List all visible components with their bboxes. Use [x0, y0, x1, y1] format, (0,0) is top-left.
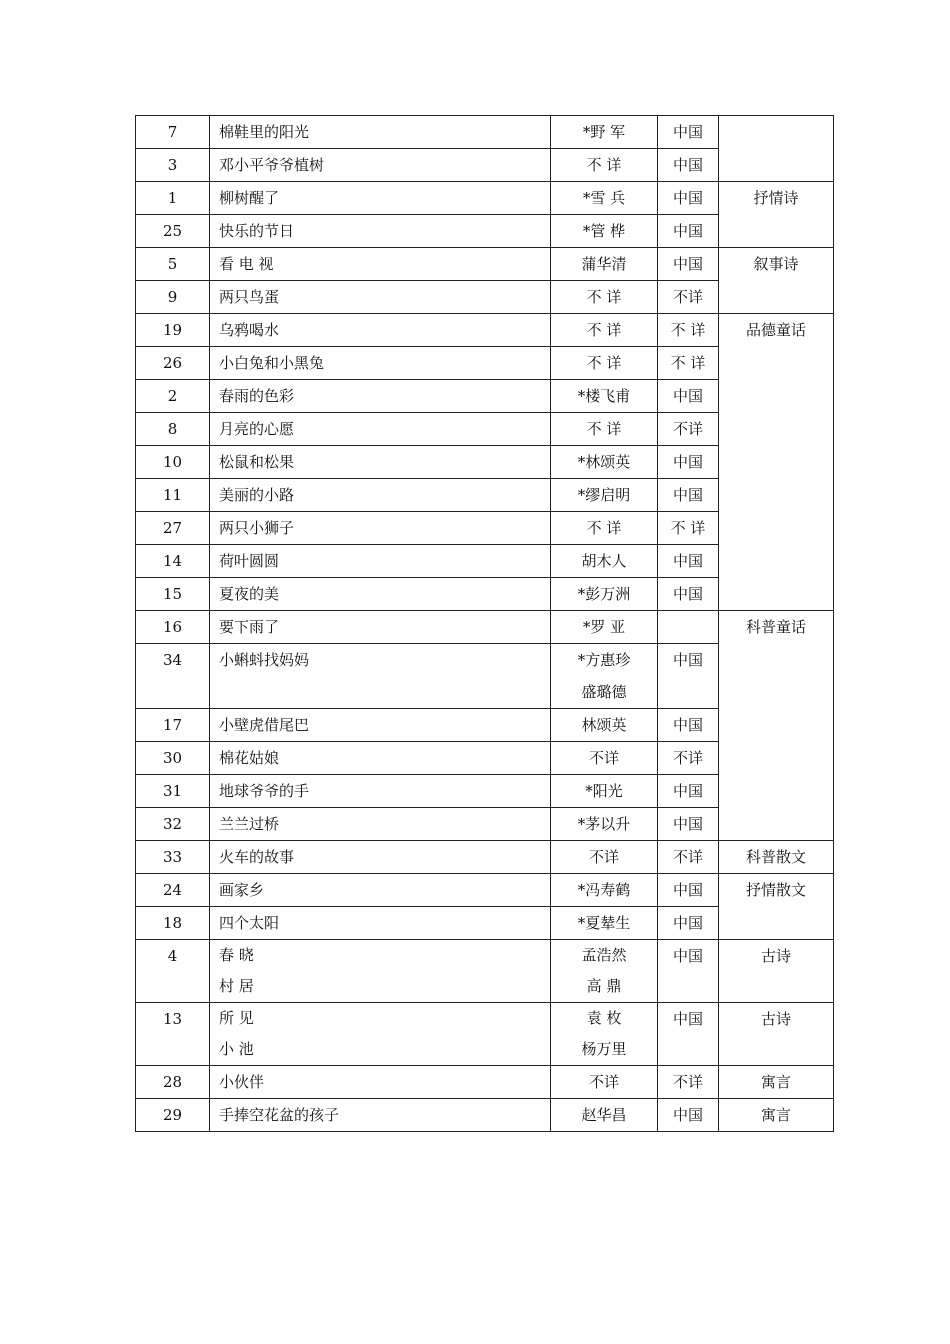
lesson-number: 4	[136, 940, 210, 1003]
author-line: 孟浩然	[581, 946, 627, 964]
lesson-title: 四个太阳	[210, 907, 551, 940]
lesson-author: *夏辇生	[551, 907, 658, 940]
lesson-number: 9	[136, 281, 210, 314]
lesson-country: 不 详	[658, 347, 719, 380]
lesson-author: *林颂英	[551, 446, 658, 479]
title-line: 春 晓	[219, 946, 254, 964]
lesson-title: 兰兰过桥	[210, 808, 551, 841]
lesson-country: 中国	[658, 149, 719, 182]
lesson-author: 不 详	[551, 413, 658, 446]
author-line: 袁 枚	[586, 1009, 622, 1027]
lesson-title: 要下雨了	[210, 611, 551, 644]
lesson-country: 中国	[658, 907, 719, 940]
lesson-number: 26	[136, 347, 210, 380]
lesson-country: 中国	[658, 775, 719, 808]
lesson-title: 美丽的小路	[210, 479, 551, 512]
table-row	[136, 248, 834, 281]
lesson-country: 不详	[658, 742, 719, 775]
lesson-title: 棉花姑娘	[210, 742, 551, 775]
lesson-author	[551, 644, 658, 709]
lesson-title	[210, 940, 551, 1003]
lesson-country: 不详	[658, 281, 719, 314]
lesson-title: 小白兔和小黑兔	[210, 347, 551, 380]
table-row	[136, 314, 834, 347]
lesson-author: 不 详	[551, 281, 658, 314]
lesson-author: 赵华昌	[551, 1099, 658, 1132]
lesson-genre: 品德童话	[719, 314, 834, 611]
lesson-number: 30	[136, 742, 210, 775]
lesson-country: 不 详	[658, 314, 719, 347]
lesson-country: 中国	[658, 116, 719, 149]
lesson-genre: 古诗	[719, 1003, 834, 1066]
lesson-number: 1	[136, 182, 210, 215]
lesson-country: 中国	[658, 578, 719, 611]
lesson-number: 18	[136, 907, 210, 940]
table-row	[136, 1066, 834, 1099]
lesson-country: 不详	[658, 841, 719, 874]
lesson-genre: 科普散文	[719, 841, 834, 874]
title-line: 所 见	[219, 1009, 254, 1027]
lesson-number: 5	[136, 248, 210, 281]
lesson-genre: 抒情诗	[719, 182, 834, 248]
lesson-title: 柳树醒了	[210, 182, 551, 215]
lesson-genre: 寓言	[719, 1066, 834, 1099]
lesson-number: 16	[136, 611, 210, 644]
lesson-title: 棉鞋里的阳光	[210, 116, 551, 149]
lesson-author: 不详	[551, 1066, 658, 1099]
lesson-author: *楼飞甫	[551, 380, 658, 413]
lesson-author: *冯寿鹤	[551, 874, 658, 907]
lesson-title: 画家乡	[210, 874, 551, 907]
lesson-title: 邓小平爷爷植树	[210, 149, 551, 182]
lesson-author: 不 详	[551, 512, 658, 545]
lesson-number: 27	[136, 512, 210, 545]
lesson-country: 中国	[658, 1099, 719, 1132]
lesson-number: 11	[136, 479, 210, 512]
lesson-table	[135, 115, 834, 1132]
lesson-number: 2	[136, 380, 210, 413]
lesson-country: 中国	[658, 1003, 719, 1066]
lesson-title: 小伙伴	[210, 1066, 551, 1099]
lesson-country: 中国	[658, 215, 719, 248]
lesson-author: *彭万洲	[551, 578, 658, 611]
lesson-number: 14	[136, 545, 210, 578]
lesson-number: 15	[136, 578, 210, 611]
lesson-genre: 科普童话	[719, 611, 834, 841]
lesson-country: 中国	[658, 940, 719, 1003]
lesson-author: 林颂英	[551, 709, 658, 742]
lesson-title: 荷叶圆圆	[210, 545, 551, 578]
lesson-author: 不详	[551, 742, 658, 775]
lesson-title: 夏夜的美	[210, 578, 551, 611]
lesson-title: 小壁虎借尾巴	[210, 709, 551, 742]
lesson-number: 3	[136, 149, 210, 182]
lesson-title: 两只小狮子	[210, 512, 551, 545]
lesson-country: 不详	[658, 1066, 719, 1099]
lesson-country: 中国	[658, 808, 719, 841]
lesson-genre: 叙事诗	[719, 248, 834, 314]
lesson-author	[551, 940, 658, 1003]
lesson-country: 中国	[658, 644, 719, 709]
table-row	[136, 1099, 834, 1132]
lesson-author: 不 详	[551, 314, 658, 347]
table-row	[136, 611, 834, 644]
lesson-country: 中国	[658, 446, 719, 479]
lesson-title: 看 电 视	[210, 248, 551, 281]
lesson-genre: 抒情散文	[719, 874, 834, 940]
lesson-author: 蒲华清	[551, 248, 658, 281]
lesson-country: 中国	[658, 380, 719, 413]
table-row	[136, 116, 834, 149]
author-line: 高 鼎	[586, 977, 622, 995]
lesson-number: 19	[136, 314, 210, 347]
lesson-country: 中国	[658, 545, 719, 578]
title-line: 村 居	[219, 977, 254, 995]
lesson-number: 25	[136, 215, 210, 248]
table-row	[136, 940, 834, 1003]
lesson-country: 不详	[658, 413, 719, 446]
lesson-number: 10	[136, 446, 210, 479]
lesson-number: 17	[136, 709, 210, 742]
lesson-country: 中国	[658, 709, 719, 742]
lesson-number: 34	[136, 644, 210, 709]
lesson-country: 中国	[658, 874, 719, 907]
lesson-country: 中国	[658, 182, 719, 215]
lesson-title: 小蝌蚪找妈妈	[210, 644, 551, 709]
lesson-number: 28	[136, 1066, 210, 1099]
table-row	[136, 182, 834, 215]
table-row	[136, 874, 834, 907]
lesson-title: 地球爷爷的手	[210, 775, 551, 808]
table-row	[136, 841, 834, 874]
lesson-author: *茅以升	[551, 808, 658, 841]
lesson-country: 中国	[658, 479, 719, 512]
lesson-title: 月亮的心愿	[210, 413, 551, 446]
lesson-number: 32	[136, 808, 210, 841]
lesson-number: 31	[136, 775, 210, 808]
lesson-title: 手捧空花盆的孩子	[210, 1099, 551, 1132]
lesson-author: 胡木人	[551, 545, 658, 578]
lesson-number: 24	[136, 874, 210, 907]
lesson-author: *管 桦	[551, 215, 658, 248]
lesson-author: *雪 兵	[551, 182, 658, 215]
lesson-title: 两只鸟蛋	[210, 281, 551, 314]
lesson-author: *野 军	[551, 116, 658, 149]
lesson-title: 快乐的节日	[210, 215, 551, 248]
lesson-number: 29	[136, 1099, 210, 1132]
lesson-title	[210, 1003, 551, 1066]
table-row	[136, 1003, 834, 1066]
title-line: 小 池	[219, 1040, 254, 1058]
lesson-country	[658, 611, 719, 644]
lesson-number: 13	[136, 1003, 210, 1066]
lesson-number: 33	[136, 841, 210, 874]
lesson-title: 春雨的色彩	[210, 380, 551, 413]
author-line: 杨万里	[581, 1040, 627, 1058]
lesson-genre	[719, 116, 834, 182]
lesson-title: 火车的故事	[210, 841, 551, 874]
lesson-title: 松鼠和松果	[210, 446, 551, 479]
lesson-author: 不 详	[551, 347, 658, 380]
lesson-author: *罗 亚	[551, 611, 658, 644]
lesson-author: 不 详	[551, 149, 658, 182]
lesson-country: 不 详	[658, 512, 719, 545]
lesson-author	[551, 1003, 658, 1066]
author-line: 盛璐德	[581, 683, 627, 701]
lesson-genre: 古诗	[719, 940, 834, 1003]
lesson-author: *缪启明	[551, 479, 658, 512]
lesson-author: *阳光	[551, 775, 658, 808]
author-line: *方惠珍	[577, 651, 631, 669]
lesson-number: 7	[136, 116, 210, 149]
lesson-number: 8	[136, 413, 210, 446]
lesson-title: 乌鸦喝水	[210, 314, 551, 347]
lesson-country: 中国	[658, 248, 719, 281]
lesson-author: 不详	[551, 841, 658, 874]
lesson-genre: 寓言	[719, 1099, 834, 1132]
